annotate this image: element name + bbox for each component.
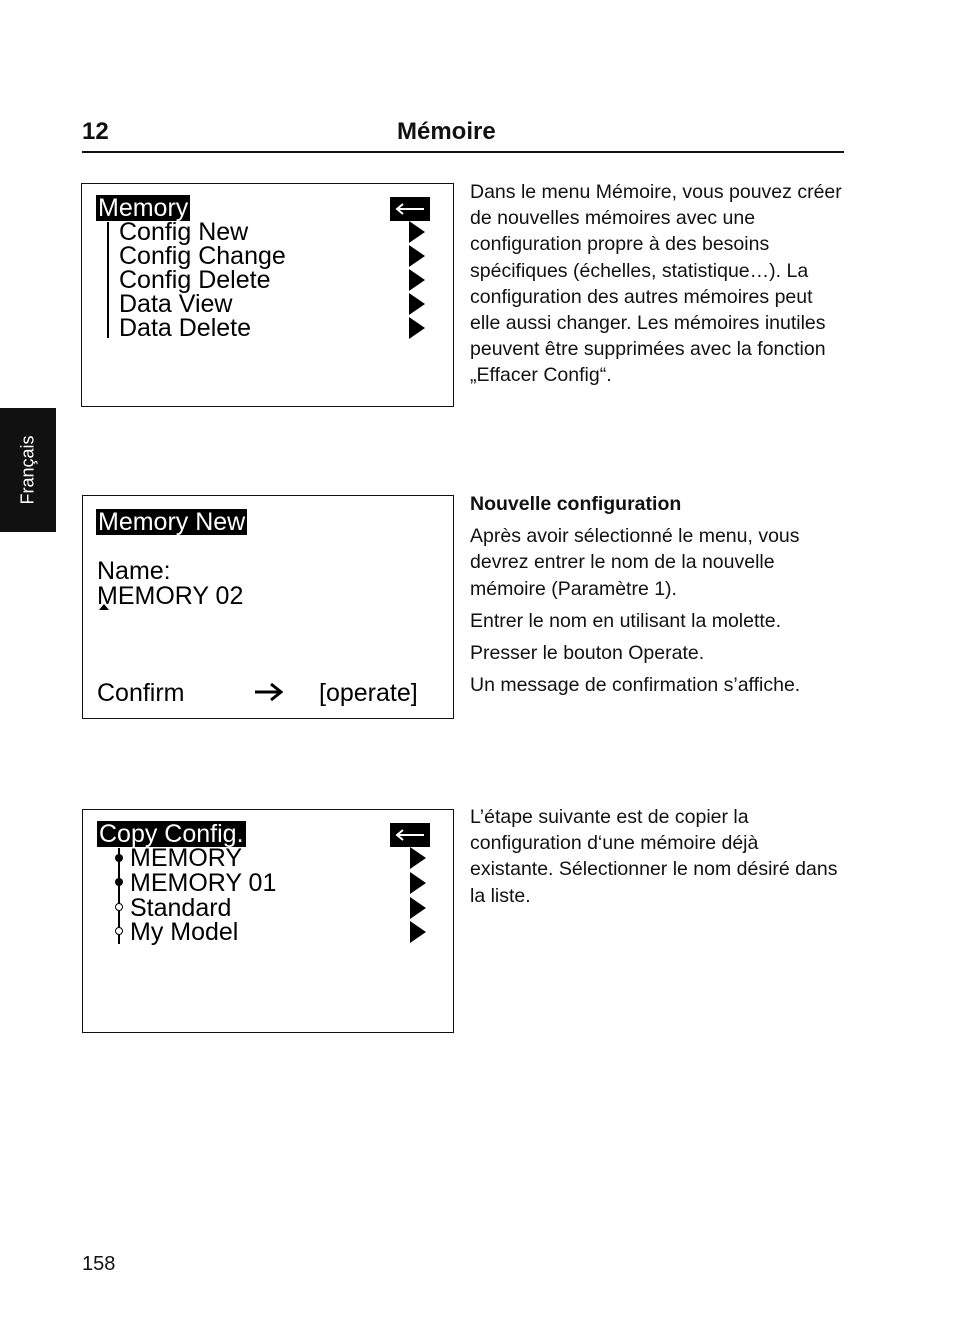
- list-item[interactable]: Standard: [130, 894, 232, 922]
- copy-text: L’étape suivante est de copier la configuration d‘une mémoire déjà existante. Sélectionner le nom désiré dans la liste.: [470, 806, 838, 907]
- new-config-section: [470, 491, 844, 704]
- paragraph: Un message de confirmation s’affiche.: [470, 674, 801, 697]
- submenu-arrow-icon[interactable]: [409, 269, 425, 291]
- menu-item[interactable]: Data View: [119, 290, 233, 318]
- submenu-arrow-icon[interactable]: [409, 317, 425, 339]
- menu-item[interactable]: Config Change: [119, 242, 286, 270]
- menu-item[interactable]: Config Delete: [119, 266, 271, 294]
- submenu-arrow-icon[interactable]: [409, 293, 425, 315]
- submenu-arrow-icon[interactable]: [409, 221, 425, 243]
- cursor-caret-icon: [99, 604, 109, 610]
- copy-config-screen: [82, 809, 454, 1033]
- screen-title: Memory: [98, 194, 189, 222]
- menu-item[interactable]: Data Delete: [119, 314, 252, 342]
- list-item[interactable]: MEMORY: [130, 844, 243, 872]
- submenu-arrow-icon[interactable]: [410, 921, 426, 943]
- chapter-title: Mémoire: [397, 118, 496, 145]
- page-number: 158: [82, 1253, 116, 1275]
- header-rule: [82, 151, 844, 153]
- menu-tree-line: [107, 222, 109, 338]
- language-side-tab: [0, 408, 56, 532]
- section-heading: Nouvelle configuration: [470, 493, 682, 515]
- submenu-arrow-icon[interactable]: [410, 872, 426, 894]
- list-item[interactable]: My Model: [130, 918, 239, 946]
- menu-item[interactable]: Config New: [119, 218, 249, 246]
- selected-dot-icon: [115, 878, 123, 886]
- side-tab-label: Français: [17, 435, 38, 505]
- screen-title: Copy Config.: [99, 820, 244, 848]
- selected-dot-icon: [115, 854, 123, 862]
- list-item[interactable]: MEMORY 01: [130, 869, 277, 897]
- back-arrow-icon[interactable]: [390, 197, 430, 221]
- submenu-arrow-icon[interactable]: [409, 245, 425, 267]
- paragraph: Presser le bouton Operate.: [470, 642, 705, 665]
- memory-menu-screen: [81, 183, 454, 407]
- paragraph: Après avoir sélectionné le menu, vous devrez entrer le nom de la nouvelle mémoire (Paramètre 1).: [470, 525, 800, 600]
- name-value[interactable]: MEMORY 02: [97, 582, 244, 610]
- right-arrow-icon: [253, 680, 285, 708]
- name-label: Name:: [97, 557, 171, 585]
- intro-text: Dans le menu Mémoire, vous pouvez créer de nouvelles mémoires avec une configuration propre à des besoins spécifiques (échelles, statistique…). La configuration des autres mémoires peut elle aussi changer. Les mémoires inutiles peuvent être supprimées avec la fonction „Effacer Config“.: [470, 181, 842, 387]
- submenu-arrow-icon[interactable]: [410, 847, 426, 869]
- unselected-circle-icon: [115, 927, 123, 935]
- submenu-arrow-icon[interactable]: [410, 897, 426, 919]
- operate-label[interactable]: [operate]: [319, 679, 418, 707]
- chapter-number: 12: [82, 118, 109, 145]
- memory-new-screen: [82, 495, 454, 719]
- confirm-label: Confirm: [97, 679, 185, 707]
- unselected-circle-icon: [115, 903, 123, 911]
- screen-title: Memory New: [98, 508, 246, 536]
- paragraph: Entrer le nom en utilisant la molette.: [470, 609, 782, 632]
- back-arrow-icon[interactable]: [390, 823, 430, 847]
